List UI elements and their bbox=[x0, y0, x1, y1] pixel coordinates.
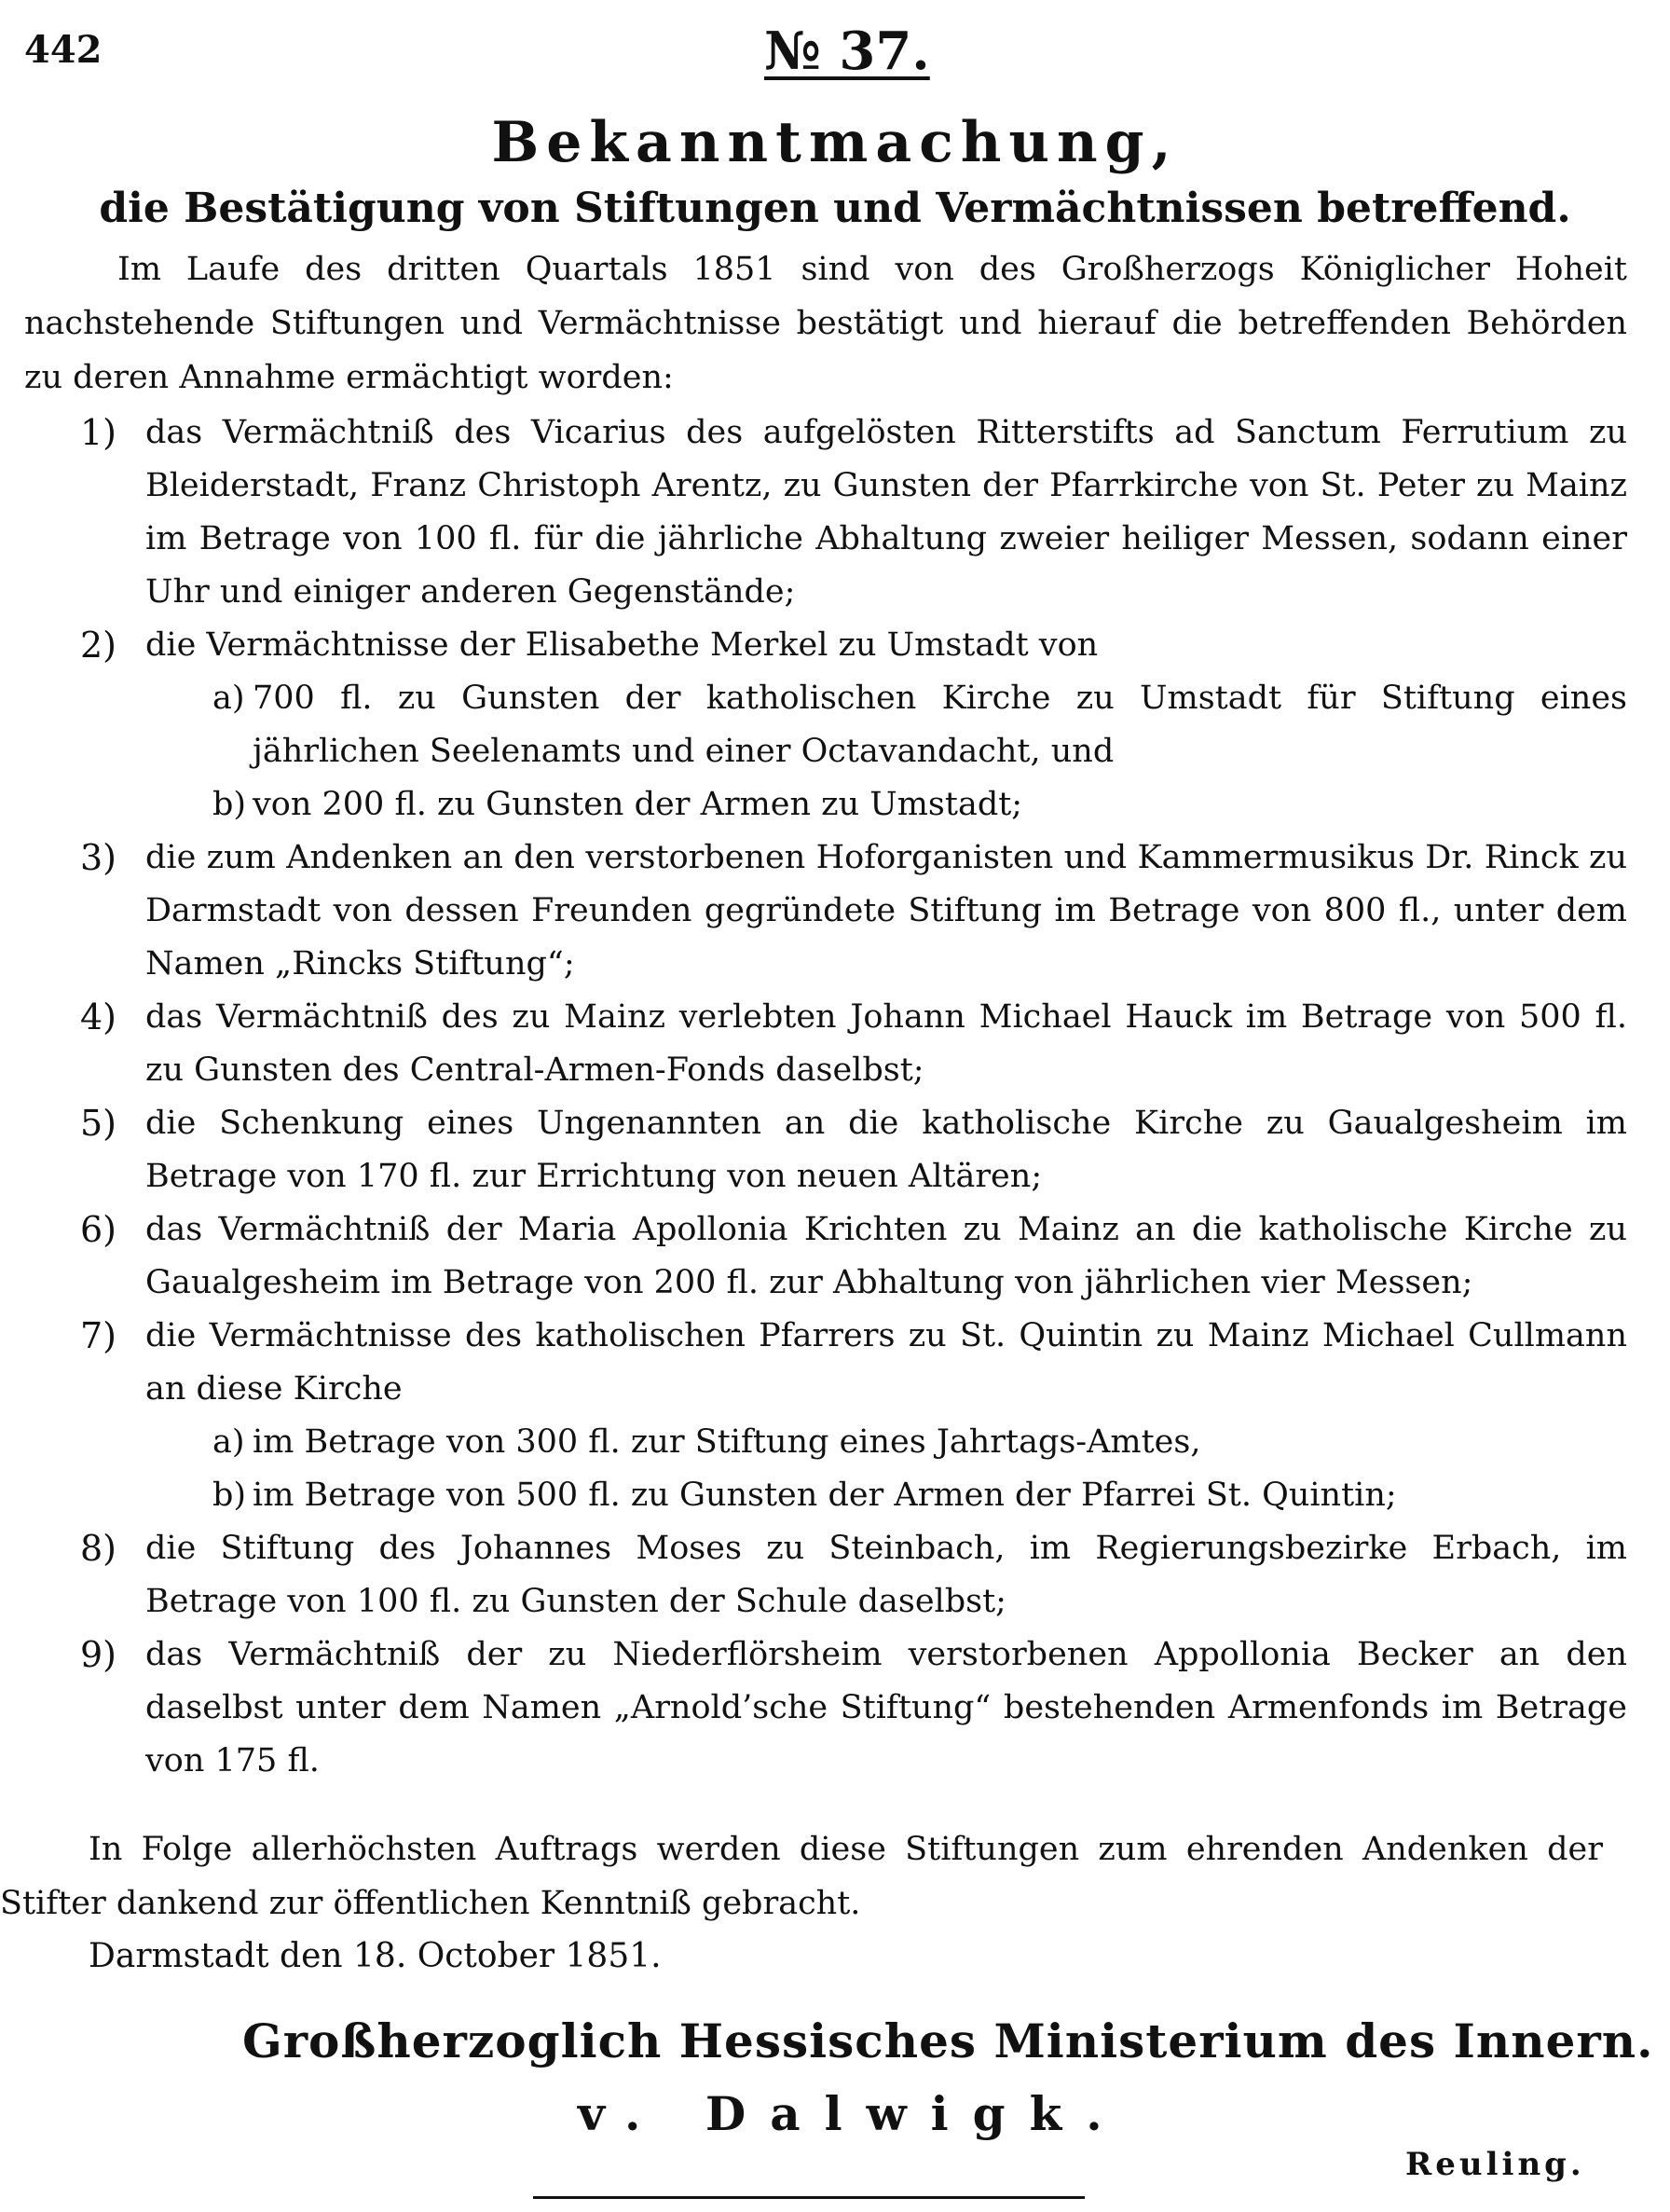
intro-paragraph: Im Laufe des dritten Quartals 1851 sind von des Großherzogs Königlicher Hoheit nachstehende Stiftungen und Vermächtnisse bestätigt und hierauf die betreffenden Behörden zu deren Annahme ermächtigt worden: bbox=[24, 251, 1627, 396]
item-text: die Stiftung des Johannes Moses zu Steinbach, im Regierungsbezirke Erbach, im Betrage von 100 fl. zu Gunsten der Schule daselbst; bbox=[145, 1530, 1627, 1620]
item-number: 5) bbox=[80, 1103, 117, 1144]
sub-item-letter: a) bbox=[212, 680, 245, 717]
item-number: 6) bbox=[80, 1209, 117, 1250]
sub-item bbox=[145, 1416, 1627, 1469]
sub-item-text: im Betrage von 500 fl. zu Gunsten der Armen der Pfarrei St. Quintin; bbox=[253, 1477, 1397, 1514]
item-number: 2) bbox=[80, 625, 117, 666]
sub-item bbox=[145, 1469, 1627, 1522]
list-item bbox=[24, 991, 1627, 1097]
sub-item-text: von 200 fl. zu Gunsten der Armen zu Umstadt; bbox=[253, 786, 1023, 823]
list-item bbox=[24, 1628, 1627, 1788]
item-text: das Vermächtniß der zu Niederflörsheim verstorbenen Appollonia Becker an den daselbst unter dem Namen „Arnold’sche Stiftung“ bestehenden Armenfonds im Betrage von 175 fl. bbox=[145, 1636, 1627, 1779]
notice-subtitle: die Bestätigung von Stiftungen und Vermächtnissen betreffend. bbox=[99, 185, 1571, 232]
notice-title: Bekanntmachung, bbox=[491, 110, 1179, 175]
ministry-signature: Großherzoglich Hessisches Ministerium des Innern. bbox=[242, 2013, 1654, 2068]
sub-item-text: im Betrage von 300 fl. zur Stiftung eines Jahrtags-Amtes, bbox=[253, 1423, 1201, 1461]
item-text: das Vermächtniß der Maria Apollonia Krichten zu Mainz an die katholische Kirche zu Gaualgesheim im Betrage von 200 fl. zur Abhaltung von jährlichen vier Messen; bbox=[145, 1211, 1627, 1301]
item-number: 9) bbox=[80, 1634, 117, 1675]
item-number: 1) bbox=[80, 412, 117, 453]
item-text: das Vermächtniß des Vicarius des aufgelösten Ritterstifts ad Sanctum Ferrutium zu Bleiderstadt, Franz Christoph Arentz, zu Gunsten der Pfarrkirche von St. Peter zu Mainz im Betrage von 100 fl. für die jährliche Abhaltung zweier heiliger Messen, sodann einer Uhr und einiger anderen Gegenstände; bbox=[145, 414, 1627, 611]
list-item bbox=[24, 1203, 1627, 1310]
item-text: die Schenkung eines Ungenannten an die katholische Kirche zu Gaualgesheim im Betrage von 170 fl. zur Errichtung von neuen Altären; bbox=[145, 1105, 1627, 1195]
item-number: 4) bbox=[80, 996, 117, 1037]
date-line: Darmstadt den 18. October 1851. bbox=[89, 1937, 662, 1975]
sub-item-text: 700 fl. zu Gunsten der katholischen Kirche zu Umstadt für Stiftung eines jährlichen Seelenamts und einer Octavandacht, und bbox=[253, 680, 1627, 770]
list-item bbox=[24, 1097, 1627, 1203]
item-number: 7) bbox=[80, 1315, 117, 1356]
list-item bbox=[24, 619, 1627, 831]
item-text: die Vermächtnisse der Elisabethe Merkel zu Umstadt von bbox=[145, 626, 1099, 664]
item-number: 8) bbox=[80, 1528, 117, 1569]
list-item bbox=[24, 406, 1627, 619]
page-number: 442 bbox=[24, 28, 103, 72]
item-text: das Vermächtniß des zu Mainz verlebten Johann Michael Hauck im Betrage von 500 fl. zu Gunsten des Central-Armen-Fonds daselbst; bbox=[145, 998, 1627, 1089]
bottom-divider bbox=[533, 2196, 1085, 2199]
sub-item bbox=[145, 778, 1627, 831]
list-item bbox=[24, 1522, 1627, 1628]
clerk-signature: Reuling. bbox=[1405, 2146, 1585, 2183]
item-number: 3) bbox=[80, 837, 117, 878]
sub-item-letter: a) bbox=[212, 1423, 245, 1461]
closing-paragraph: In Folge allerhöchsten Auftrags werden diese Stiftungen zum ehrenden Andenken der Stifter dankend zur öffentlichen Kenntniß gebracht. bbox=[0, 1831, 1603, 1922]
item-text: die zum Andenken an den verstorbenen Hoforganisten und Kammermusikus Dr. Rinck zu Darmstadt von dessen Freunden gegründete Stiftung im Betrage von 800 fl., unter dem Namen „Rincks Stiftung“; bbox=[145, 839, 1627, 982]
sub-item-letter: b) bbox=[212, 1477, 247, 1514]
sub-item bbox=[145, 672, 1627, 778]
list-item bbox=[24, 1310, 1627, 1522]
minister-signature: v. Dalwigk. bbox=[578, 2086, 1127, 2141]
issue-number: № 37. bbox=[764, 21, 930, 82]
item-text: die Vermächtnisse des katholischen Pfarrers zu St. Quintin zu Mainz Michael Cullmann an diese Kirche bbox=[145, 1317, 1627, 1408]
foundation-list bbox=[24, 406, 1627, 1788]
list-item bbox=[24, 831, 1627, 991]
sub-item-letter: b) bbox=[212, 786, 247, 823]
